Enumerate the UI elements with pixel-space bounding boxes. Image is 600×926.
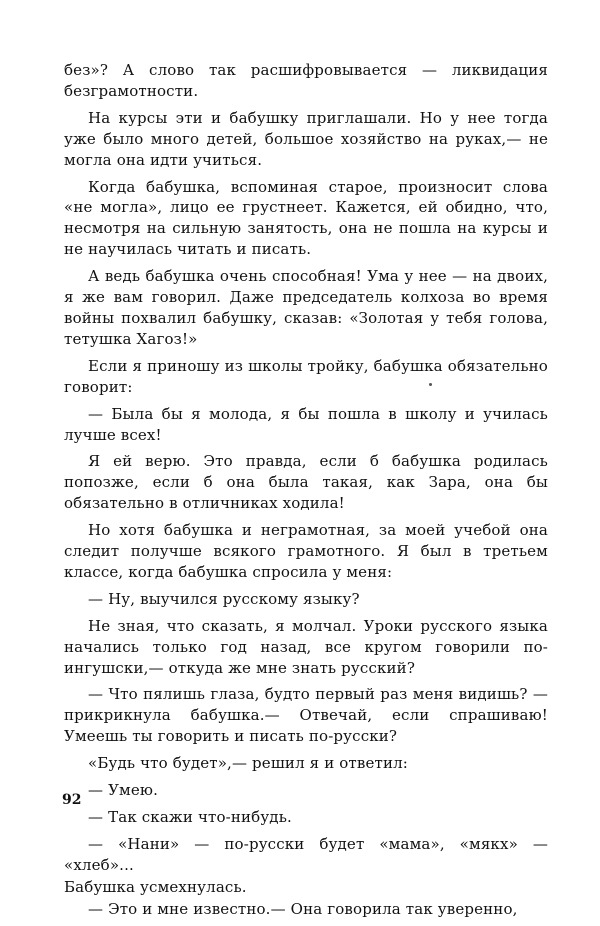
paragraph: Не зная, что сказать, я молчал. Уроки русского языка начались только год назад, все кругом говорили по-ингушски,— откуда же мне знать русский? — [64, 616, 548, 677]
paragraph: На курсы эти и бабушку приглашали. Но у нее тогда уже было много детей, большое хозяйство на руках,— не могла она идти учиться. — [64, 108, 548, 169]
paragraph-continued: без»? А слово так расшифровывается — ликвидация безграмотности. — [64, 61, 548, 100]
dialogue-line: — Умею. — [88, 781, 159, 800]
dialogue-line: — «Нани» — по-русски будет «мама», «мякх» — «хлеб»... — [64, 834, 548, 874]
paragraph: Когда бабушка, вспоминая старое, произносит слова «не могла», лицо ее грустнеет. Кажется, ей обидно, что, несмотря на сильную занятость, она не пошла на курсы и не научилась читать и писать. — [64, 177, 548, 259]
paragraph: Бабушка усмехнулась. — [64, 877, 247, 896]
dialogue-line: — Была бы я молода, я бы пошла в школу и училась лучше всех! — [64, 404, 548, 444]
dialogue-line: — Это и мне известно.— Она говорила так уверенно, — [88, 899, 518, 918]
paragraph: Но хотя бабушка и неграмотная, за моей учебой она следит получше всякого грамотного. Я был в третьем классе, когда бабушка спросила у меня: — [64, 521, 548, 581]
print-speck — [429, 383, 432, 386]
paragraph: А ведь бабушка очень способная! Ума у нее — на двоих, я же вам говорил. Даже председатель колхоза во время войны похвалил бабушку, сказав: «Золотая у тебя голова, тетушка Хагоз!» — [64, 267, 548, 348]
dialogue-line: — Так скажи что-нибудь. — [88, 808, 292, 826]
paragraph: Если я приношу из школы тройку, бабушка обязательно говорит: — [64, 356, 548, 396]
paragraph: «Будь что будет»,— решил я и ответил: — [88, 754, 408, 773]
dialogue-line: — Ну, выучился русскому языку? — [88, 589, 360, 608]
paragraph: Я ей верю. Это правда, если б бабушка родилась попозже, если б она была такая, как Зара, она бы обязательно в отличниках ходила! — [64, 452, 548, 513]
dialogue-line: — Что пялишь глаза, будто первый раз меня видишь? — прикрикнула бабушка.— Отвечай, если спрашиваю! Умеешь ты говорить и писать по-русски? — [64, 685, 548, 746]
page-number: 92 — [62, 792, 82, 808]
body-text — [64, 60, 548, 926]
